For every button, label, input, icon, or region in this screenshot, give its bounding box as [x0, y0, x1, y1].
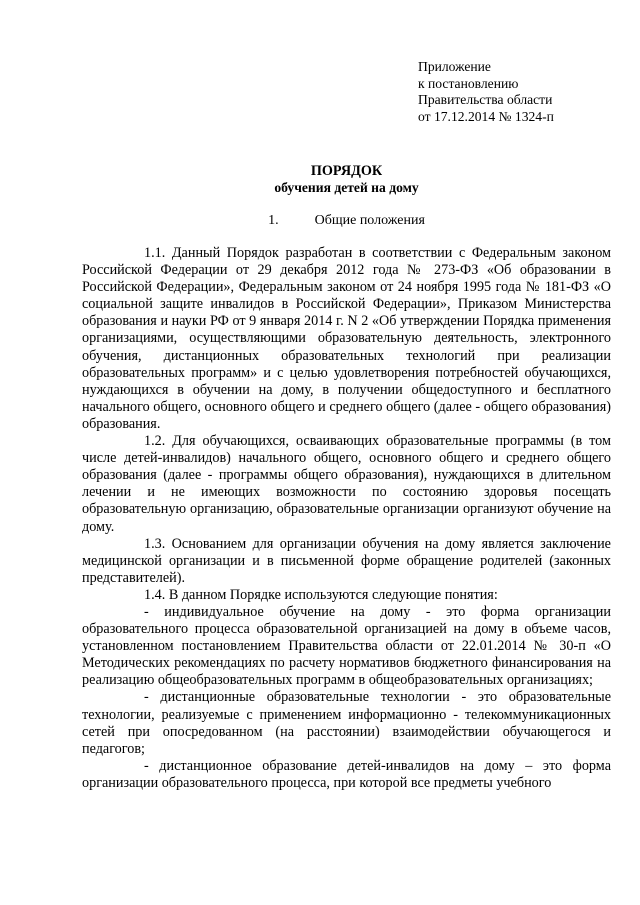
attachment-line-4: от 17.12.2014 № 1324-п	[418, 108, 554, 124]
definition-distance-education: - дистанционное образование детей-инвалидов на дому – это форма организации образовательного процесса, при которой все предметы учебного	[82, 757, 611, 791]
attachment-line-3: Правительства области	[418, 92, 553, 107]
section-number: 1.	[268, 213, 279, 228]
definition-distance-technologies: - дистанционные образовательные технологии - это образовательные технологии, реализуемые с применением информационно - телекоммуникационных сетей при опосредованном (на расстоянии) взаимодействии обучающегося и педагогов;	[82, 689, 611, 757]
definition-home-schooling: - индивидуальное обучение на дому - это форма организации образовательного процесса образовательной организацией на дому в объеме часов, установленном постановлением Правительства области от 22.01.2014 № 30-п «О Методических рекомендациях по расчету нормативов бюджетного финансирования на реализацию общеобразовательных программ в общеобразовательных организациях;	[82, 603, 611, 689]
attachment-line-1: Приложение	[418, 59, 491, 74]
section-heading	[82, 212, 611, 230]
paragraph-1-4: 1.4. В данном Порядке используются следующие понятия:	[144, 586, 498, 603]
document-title: ПОРЯДОК	[310, 163, 383, 179]
paragraph-1-3: 1.3. Основанием для организации обучения на дому является заключение медицинской организации и в письменной форме обращение родителей (законных представителей).	[82, 535, 611, 586]
paragraph-1-2: 1.2. Для обучающихся, осваивающих образовательные программы (в том числе детей-инвалидов) начального общего, основного общего и среднего общего образования (далее - программы общего образования), нуждающихся в длительном лечении и не имеющих возможности по состоянию здоровья посещать образовательную организацию, образовательные организации организуют обучение на дому.	[82, 433, 611, 535]
document-subtitle: обучения детей на дому	[274, 180, 419, 195]
paragraph-1-1: 1.1. Данный Порядок разработан в соответствии с Федеральным законом Российской Федерации от 29 декабря 2012 года № 273-ФЗ «Об образовании в Российской Федерации», Федеральным законом от 24 ноября 1995 года № 181-ФЗ «О социальной защите инвалидов в Российской Федерации», Приказом Министерства образования и науки РФ от 9 января 2014 г. N 2 «Об утверждении Порядка применения организациями, осуществляющими образовательную деятельность, электронного обучения, дистанционных образовательных технологий при реализации образовательных программ» и с целью удовлетворения потребностей обучающихся, нуждающихся в обучении на дому, в получении общедоступного и бесплатного начального общего, основного общего и среднего общего (далее - общего образования) образования.	[82, 245, 611, 432]
section-title: Общие положения	[314, 213, 425, 228]
document-body	[82, 245, 611, 792]
attachment-note	[418, 59, 611, 125]
attachment-line-2: к постановлению	[418, 75, 519, 91]
